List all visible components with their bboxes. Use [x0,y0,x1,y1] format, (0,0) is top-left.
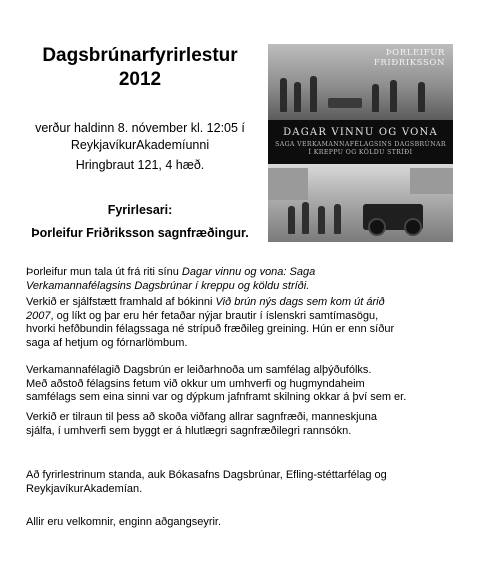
event-time [26,120,254,154]
worker-figure [390,80,397,112]
text-span: Verkið er tilraun til þess að skoða viðfang allrar sagnfræði, manneskjuna [26,411,377,423]
worker-figure [280,78,287,112]
worker-figure [372,84,379,112]
lecturer-name: Þorleifur Friðriksson sagnfræðingur. [31,226,249,240]
paragraph-continuation [26,296,394,350]
text-span: Að fyrirlestrinum standa, auk Bókasafns Dagsbrúnar, Efling-stéttarfélag og [26,469,387,481]
paragraph-attempt [26,411,377,438]
cover-title-band [268,120,453,164]
building [268,168,308,200]
title-line-1: Dagsbrúnarfyrirlestur [42,45,238,66]
lecturer-label: Fyrirlesari: [107,203,173,217]
worker-figure [334,204,341,234]
paragraph-intro [26,266,315,293]
text-span: ReykjavíkurAkademían. [26,482,143,495]
cover-photo-truck [268,164,453,242]
text-span: samfélags sem eina sinni var og dýpkum jafnframt skilning okkar á því sem er. [26,391,407,404]
cover-author: ÞORLEIFUR FRIÐRIKSSON [373,48,445,68]
event-address: Hringbraut 121, 4 hæð. [75,158,205,172]
year-italic: 2007 [26,309,51,322]
worker-figure [318,206,325,234]
worker-figure [418,82,425,112]
book-title-italic: Verkamannafélagsins Dagsbrúnar í kreppu og köldu stríði. [26,279,310,292]
book-title-italic: Dagar vinnu og vona: Saga [181,266,316,278]
paragraph-dagsbrun [26,364,406,405]
worker-figure [294,82,301,112]
cover-subtitle: SAGA VERKAMANNAFÉLAGSINS DAGSBRÚNAR Í KREPPU OG KÖLDU STRÍÐI [275,141,446,156]
book-cover-image [268,44,453,242]
event-time-line-1: verður haldinn 8. nóvember kl. 12:05 í [35,121,245,135]
cover-title: DAGAR VINNU OG VONA [283,127,438,138]
text-span: Verkið er sjálfstætt framhald af bókinni [26,296,216,308]
text-span: sjálfa, í umhverfi sem byggt er á hlutlægri sagnfræðilegri rannsókn. [26,424,352,437]
text-span: Verkamannafélagið Dagsbrún er leiðarhnoða um samfélag alþýðufólks. [26,364,372,376]
worker-figure [310,76,317,112]
truck-wheel [404,218,422,236]
text-span: , og líkt og þar eru hér fetaðar nýjar brautir í íslenskri samtímasögu, [50,309,379,322]
worker-figure [302,202,309,234]
worker-figure [288,206,295,234]
building [410,168,453,194]
paragraph-organizers [26,469,387,496]
text-span: saga af hetjum og fórnarlömbum. [26,336,188,349]
wheelbarrow [328,98,362,108]
truck-wheel [368,218,386,236]
page-title [40,44,240,92]
book-title-italic: Við brún nýs dags sem kom út árið [215,296,385,308]
text-span: Með aðstoð félagsins fetum við okkur um umhverfi og hugmyndaheim [26,377,365,390]
title-line-2: 2012 [118,69,162,90]
text-span: hvorki hefðbundin félagssaga né strípuð fræðileg greining. Hún er enn síður [26,323,395,336]
text-span: Þorleifur mun tala út frá riti sínu [26,266,182,278]
event-venue: ReykjavíkurAkademíunni [70,138,210,152]
cover-photo-workers [268,44,453,120]
paragraph-welcome: Allir eru velkomnir, enginn aðgangseyrir. [26,516,222,528]
